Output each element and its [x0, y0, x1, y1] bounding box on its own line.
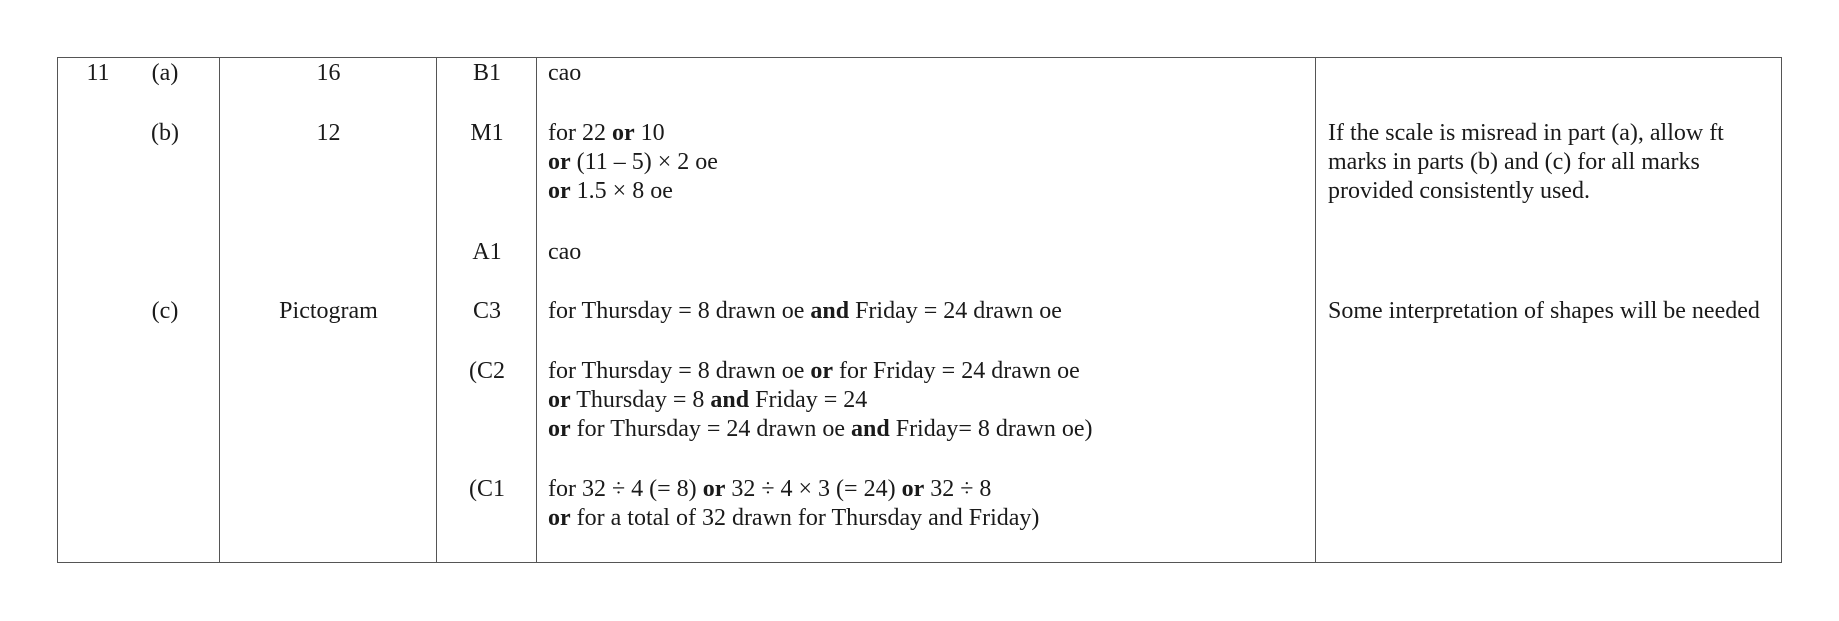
mark-code: B1 — [472, 60, 501, 86]
text-run: (11 – 5) × 2 oe — [570, 149, 718, 175]
keyword-run: and — [851, 416, 890, 442]
mark-code: (C1 — [469, 476, 505, 502]
part-label-a: (a) — [151, 60, 179, 86]
keyword-run: or — [548, 149, 571, 175]
guidance-line — [548, 119, 718, 148]
text-run: 10 — [634, 120, 665, 146]
text-run: Friday = 24 — [749, 387, 868, 413]
guidance-line — [548, 475, 1039, 504]
keyword-run: or — [548, 505, 571, 531]
column-divider — [436, 57, 437, 563]
text-run: for Thursday = 8 drawn oe — [548, 298, 811, 324]
guidance-line — [548, 357, 1093, 386]
text-run: for a total of 32 drawn for Thursday and Friday) — [570, 505, 1040, 531]
keyword-run: or — [702, 476, 726, 502]
column-divider — [1315, 57, 1316, 563]
text-run: Friday = 24 drawn oe — [849, 298, 1062, 324]
guidance-line — [548, 415, 1093, 444]
mark-code: M1 — [470, 120, 504, 146]
mark-guidance — [548, 238, 581, 267]
mark-guidance — [548, 297, 1062, 326]
text-run: for Thursday = 24 drawn oe — [570, 416, 852, 442]
mark-guidance — [548, 59, 581, 88]
guidance-line — [548, 177, 718, 206]
keyword-run: and — [810, 298, 850, 324]
text-run: 32 ÷ 4 × 3 (= 24) — [725, 476, 902, 502]
text-run: for Friday = 24 drawn oe — [833, 358, 1080, 384]
mark-code: A1 — [472, 239, 502, 265]
keyword-run: or — [611, 120, 635, 146]
guidance-line — [548, 59, 581, 88]
mark-guidance — [548, 119, 718, 206]
text-run: cao — [548, 239, 582, 265]
text-run: for 22 — [548, 120, 612, 146]
guidance-line — [548, 386, 1093, 415]
part-label-c: (c) — [151, 298, 179, 324]
part-label-b: (b) — [151, 120, 179, 146]
keyword-run: or — [548, 387, 571, 413]
text-run: 1.5 × 8 oe — [570, 178, 673, 204]
question-number: 11 — [86, 60, 110, 86]
keyword-run: or — [548, 416, 571, 442]
column-divider — [219, 57, 220, 563]
answer-a: 16 — [316, 60, 341, 86]
keyword-run: or — [548, 178, 571, 204]
column-divider — [536, 57, 537, 563]
guidance-line — [548, 297, 1062, 326]
guidance-line — [548, 504, 1039, 533]
mark-code: C3 — [472, 298, 501, 324]
text-run: cao — [548, 60, 582, 86]
guidance-line — [548, 148, 718, 177]
text-run: Friday= 8 drawn oe) — [889, 416, 1093, 442]
note-shapes-interpretation: Some interpretation of shapes will be needed — [1328, 298, 1760, 324]
answer-c: Pictogram — [279, 298, 378, 324]
keyword-run: and — [710, 387, 750, 413]
text-run: for Thursday = 8 drawn oe — [548, 358, 811, 384]
keyword-run: or — [901, 476, 925, 502]
mark-guidance — [548, 357, 1093, 444]
text-run: Thursday = 8 — [570, 387, 711, 413]
note-scale-misread: If the scale is misread in part (a), allow ft marks in parts (b) and (c) for all marks provided consistently used. — [1328, 120, 1724, 204]
text-run: for 32 ÷ 4 (= 8) — [548, 476, 703, 502]
mark-code: (C2 — [469, 358, 505, 384]
keyword-run: or — [810, 358, 834, 384]
text-run: 32 ÷ 8 — [924, 476, 992, 502]
guidance-line — [548, 238, 581, 267]
answer-b: 12 — [316, 120, 341, 146]
mark-guidance — [548, 475, 1039, 533]
